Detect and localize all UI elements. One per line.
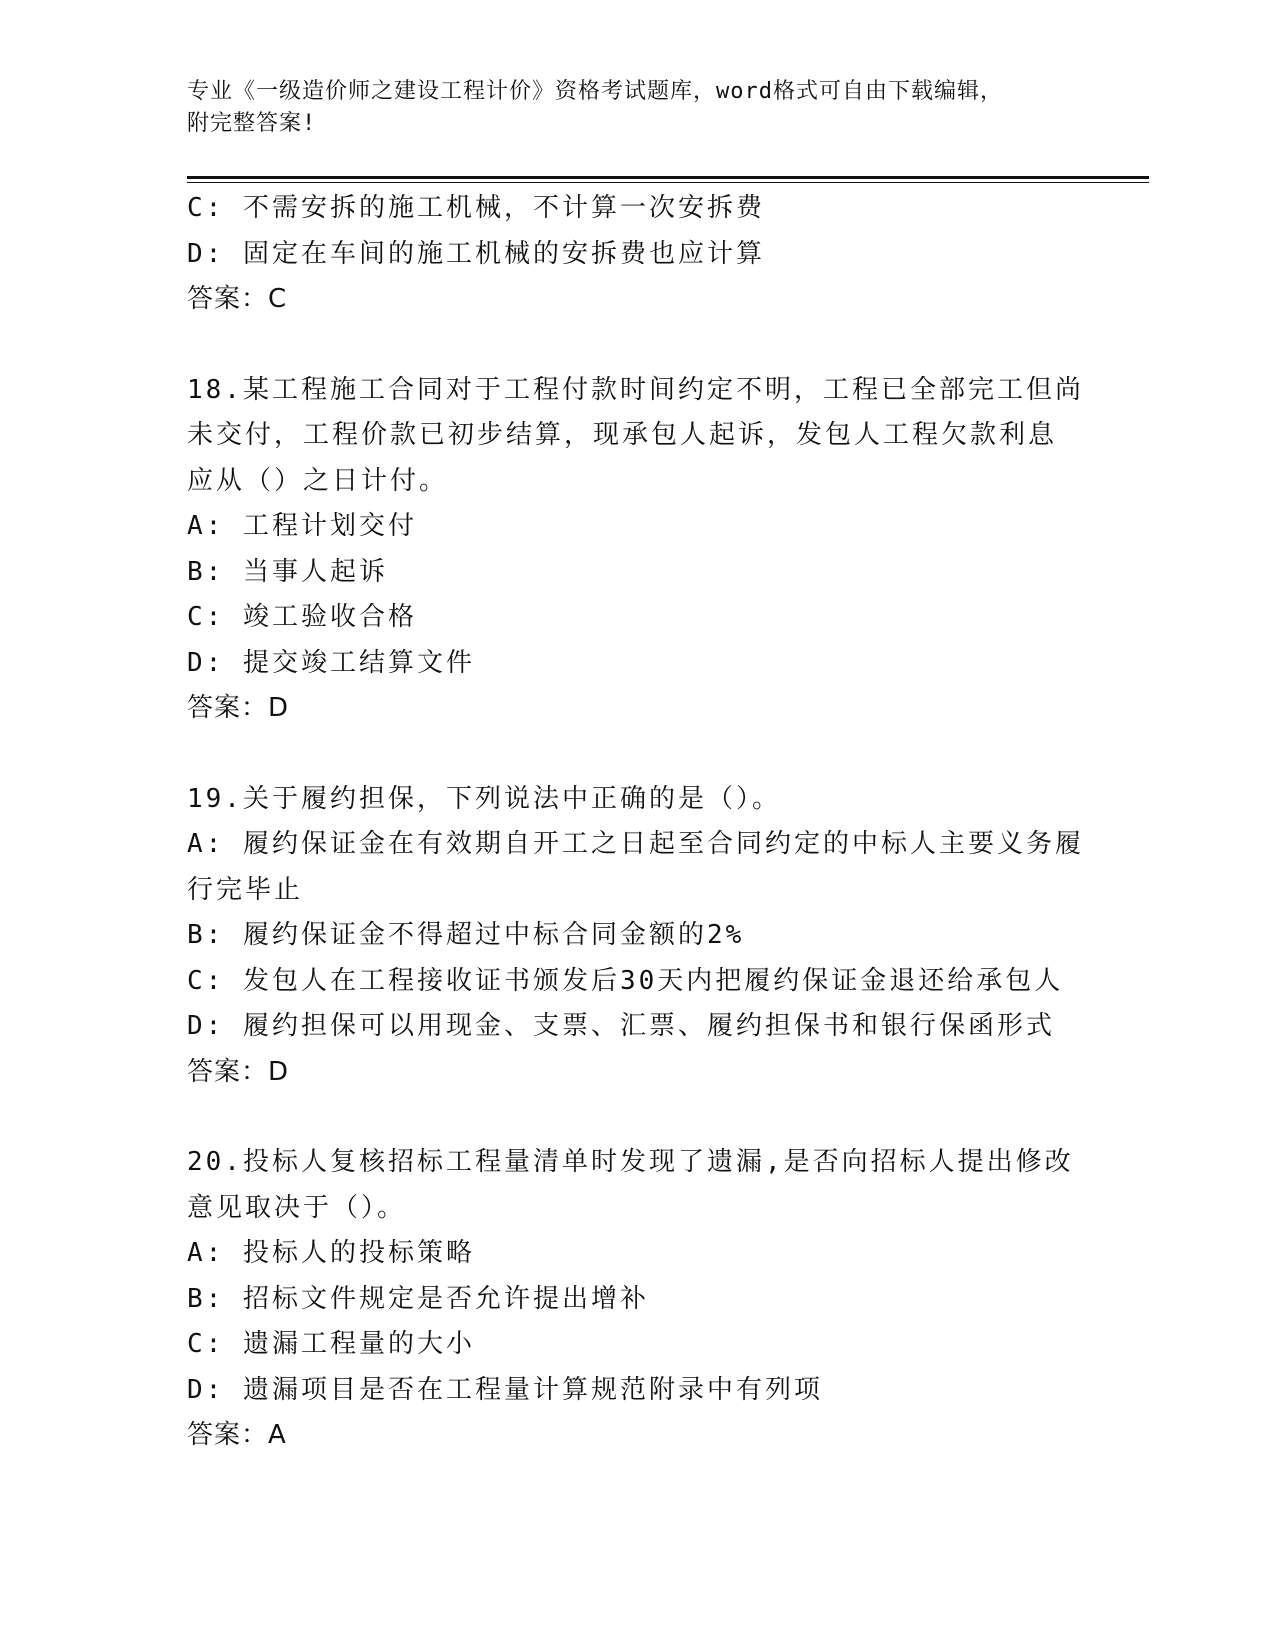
header-divider-thick <box>187 176 1149 179</box>
option-c: C: 竣工验收合格 <box>187 602 417 632</box>
option-b: B: 招标文件规定是否允许提出增补 <box>187 1283 649 1314</box>
option-d: D: 履约担保可以用现金、支票、汇票、履约担保书和银行保函形式 <box>187 1011 1055 1041</box>
spacer <box>187 323 1087 368</box>
question-18 <box>187 368 1087 732</box>
option-a: A: 投标人的投标策略 <box>187 1238 475 1268</box>
header-line-1: 专业《一级造价师之建设工程计价》资格考试题库，word格式可自由下载编辑， <box>187 79 1003 104</box>
header-divider-thin <box>187 182 1149 183</box>
option-a: A: 工程计划交付 <box>187 511 417 541</box>
option-d: D: 遗漏项目是否在工程量计算规范附录中有列项 <box>187 1374 823 1405</box>
question-stem: 20.投标人复核招标工程量清单时发现了遗漏,是否向招标人提出修改 <box>187 1147 1074 1177</box>
question-19 <box>187 777 1087 1096</box>
question-list <box>187 186 1087 1459</box>
question-stem: 未交付，工程价款已初步结算，现承包人起诉，发包人工程欠款利息 <box>187 420 1058 450</box>
answer-line: 答案：D <box>187 1056 290 1087</box>
page-header <box>187 76 1087 140</box>
option-c: C: 发包人在工程接收证书颁发后30天内把履约保证金退还给承包人 <box>187 965 1064 996</box>
answer-line: 答案：C <box>187 284 288 314</box>
question-17-tail <box>187 186 1087 323</box>
question-stem: 意见取决于（）。 <box>187 1192 407 1223</box>
option-b: B: 履约保证金不得超过中标合同金额的2% <box>187 920 745 950</box>
question-20 <box>187 1140 1087 1459</box>
option-c: C: 不需安拆的施工机械，不计算一次安拆费 <box>187 193 765 223</box>
option-c: C: 遗漏工程量的大小 <box>187 1329 475 1359</box>
answer-line: 答案：A <box>187 1420 287 1450</box>
option-d: D: 固定在车间的施工机械的安拆费也应计算 <box>187 238 765 269</box>
question-stem: 应从（）之日计付。 <box>187 465 449 496</box>
question-stem: 18.某工程施工合同对于工程付款时间约定不明，工程已全部完工但尚 <box>187 374 1084 405</box>
spacer <box>187 732 1087 777</box>
question-stem: 19.关于履约担保，下列说法中正确的是（）。 <box>187 783 781 814</box>
answer-line: 答案：D <box>187 693 290 723</box>
option-d: D: 提交竣工结算文件 <box>187 647 475 678</box>
option-a: A: 履约保证金在有效期自开工之日起至合同约定的中标人主要义务履 <box>187 829 1084 859</box>
option-a-continued: 行完毕止 <box>187 874 304 905</box>
header-line-2: 附完整答案! <box>187 111 317 136</box>
option-b: B: 当事人起诉 <box>187 556 388 587</box>
spacer <box>187 1095 1087 1140</box>
